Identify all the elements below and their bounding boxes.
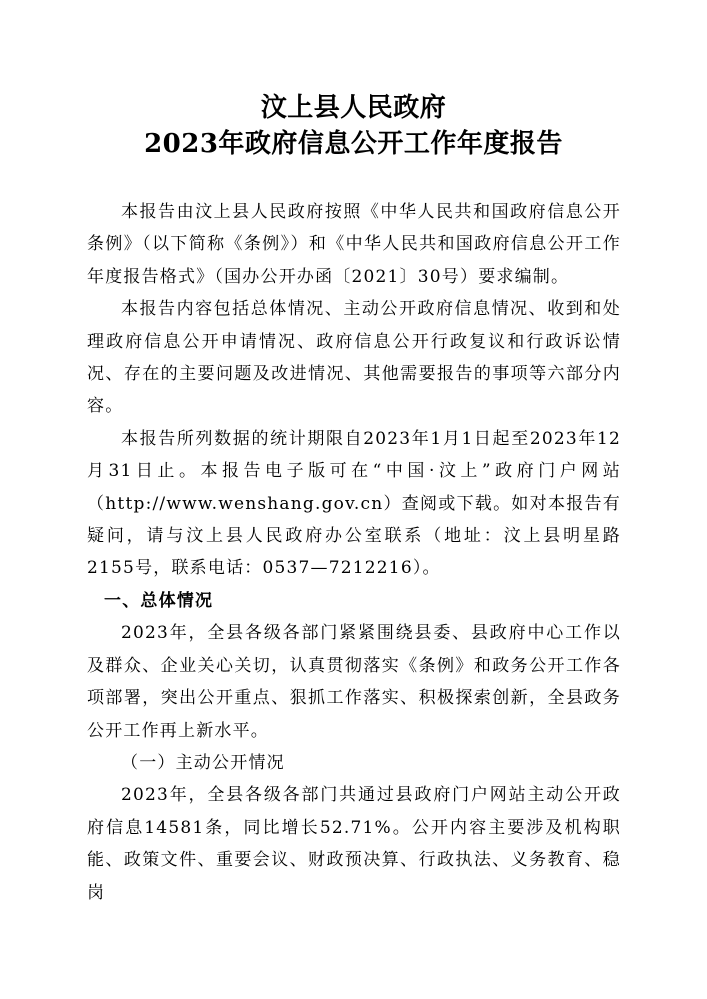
document-body: [87, 196, 621, 909]
proactive-disclosure-paragraph: 2023年，全县各级各部门共通过县政府门户网站主动公开政府信息14581条，同比增长52.71%。公开内容主要涉及机构职能、政策文件、重要会议、财政预决算、行政执法、义务教育、稳岗: [87, 785, 621, 903]
intro-paragraph: 本报告由汶上县人民政府按照《中华人民共和国政府信息公开条例》（以下简称《条例》）和《中华人民共和国政府信息公开工作年度报告格式》（国办公开办函〔2021〕30号）要求编制。: [87, 202, 621, 287]
overview-paragraph: 2023年，全县各级各部门紧紧围绕县委、县政府中心工作以及群众、企业关心关切，认真贯彻落实《条例》和政务公开工作各项部署，突出公开重点、狠抓工作落实、积极探索创新，全县政务公开工作再上新水平。: [87, 623, 621, 741]
subsection-heading-proactive-disclosure: （一）主动公开情况: [121, 752, 285, 773]
document-title-line2: 2023年政府信息公开工作年度报告: [144, 129, 563, 159]
contents-paragraph: 本报告内容包括总体情况、主动公开政府信息情况、收到和处理政府信息公开申请情况、政府信息公开行政复议和行政诉讼情况、存在的主要问题及改进情况、其他需要报告的事项等六部分内容。: [87, 299, 621, 417]
section-heading-overview: 一、总体情况: [104, 590, 214, 611]
document-title-line1: 汶上县人民政府: [260, 93, 447, 123]
statistics-period-paragraph: 本报告所列数据的统计期限自2023年1月1日起至2023年12月31日止。本报告电子版可在“中国·汶上”政府门户网站（http://www.wenshang.gov.cn）查阅或下载。如对本报告有疑问，请与汶上县人民政府办公室联系（地址：汶上县明星路2155号，联系电话：0537—7212216）。: [87, 428, 621, 579]
